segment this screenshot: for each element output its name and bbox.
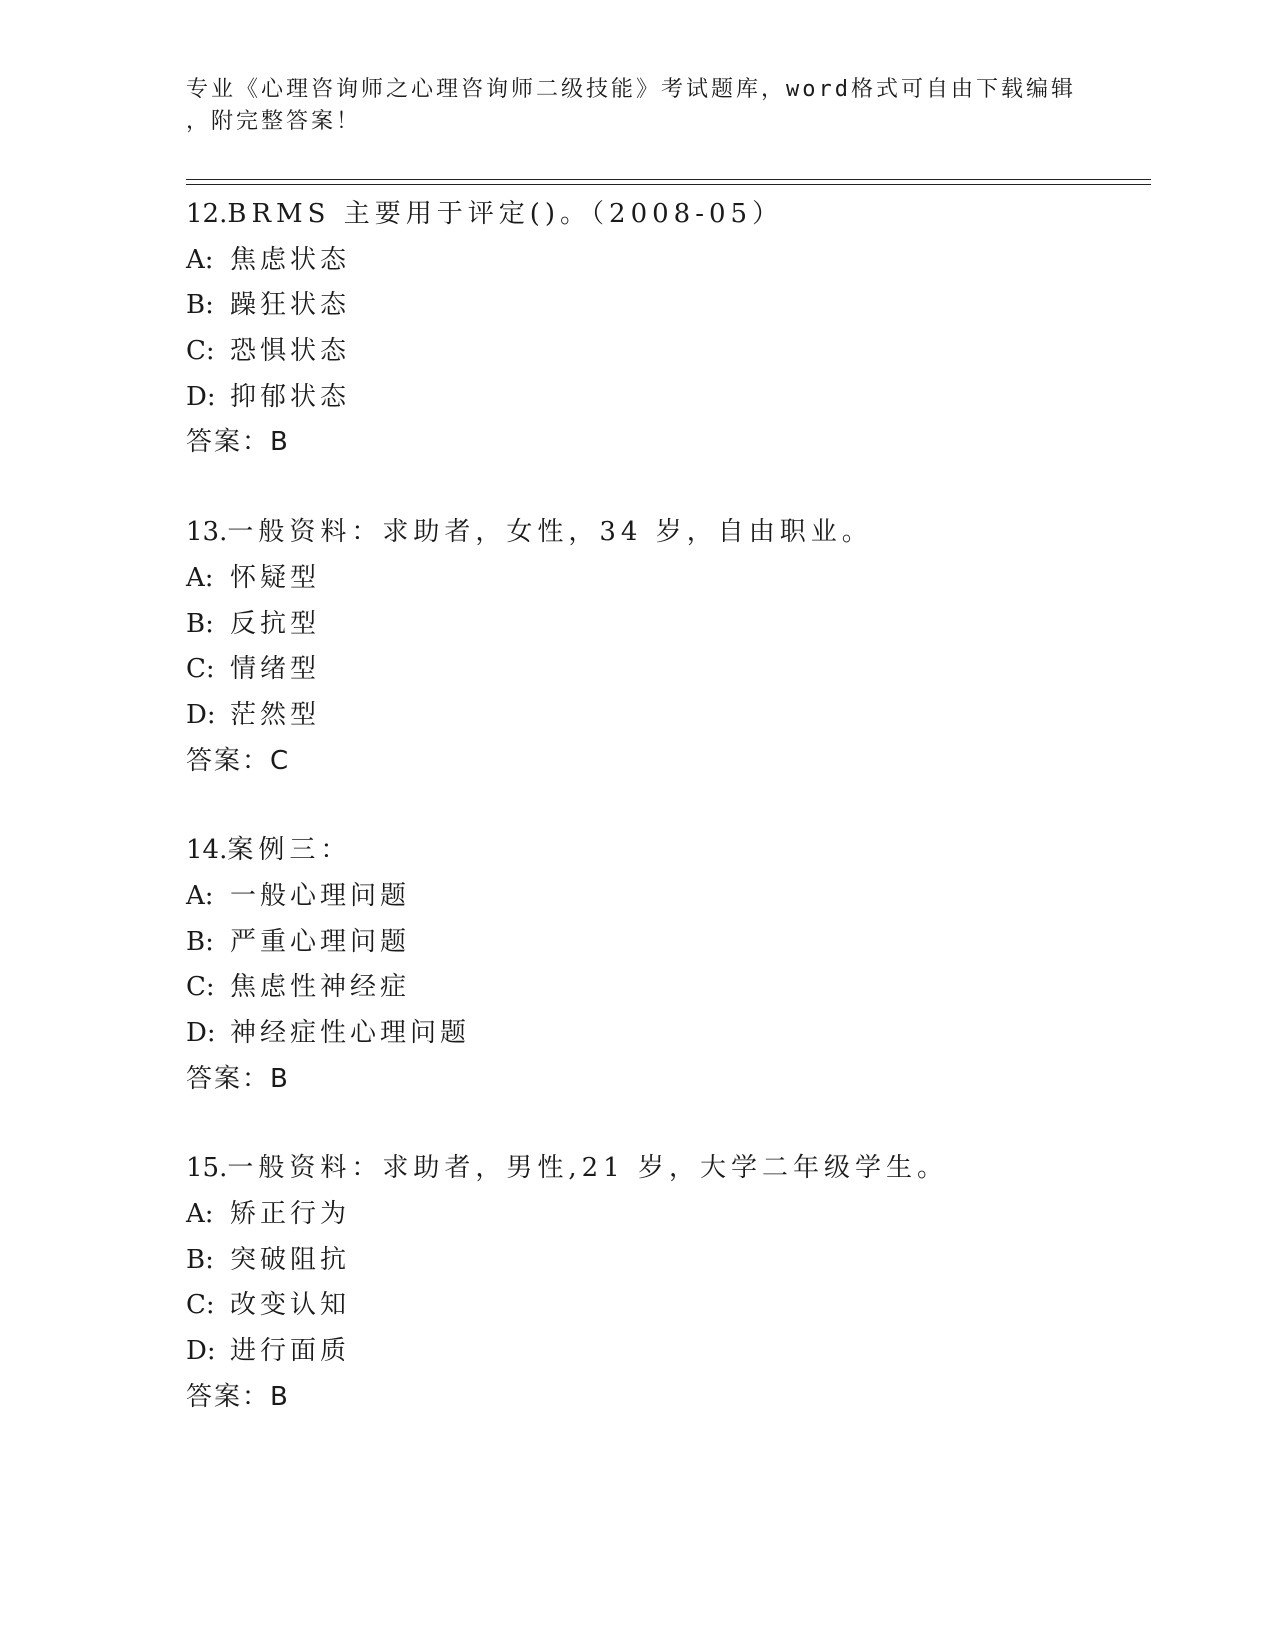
question-stem: [186, 192, 1146, 238]
option-text: 焦虑性神经症: [230, 972, 411, 1003]
document-header: [186, 74, 1086, 138]
header-line-2: ，附完整答案！: [186, 109, 362, 134]
question-stem: [186, 828, 1146, 874]
question-number: 12.: [186, 199, 228, 229]
option-text: 躁狂状态: [230, 290, 351, 321]
option-letter: A:: [186, 880, 214, 911]
option-text: 严重心理问题: [230, 926, 411, 957]
option-c: [186, 1283, 1146, 1329]
question-text: 一般资料：求助者，男性,21 岁，大学二年级学生。: [227, 1153, 948, 1184]
option-letter: A:: [186, 562, 214, 593]
option-a: [186, 874, 1146, 920]
option-letter: A:: [186, 1199, 214, 1230]
option-letter: D:: [186, 1336, 216, 1367]
question-text: BRMS 主要用于评定()。（2008-05）: [227, 199, 784, 229]
option-text: 突破阻抗: [230, 1244, 351, 1275]
option-text: 神经症性心理问题: [230, 1018, 471, 1048]
option-b: [186, 602, 1146, 648]
option-d: [186, 693, 1146, 739]
option-text: 情绪型: [230, 654, 321, 685]
option-text: 一般心理问题: [230, 880, 411, 911]
question-list: [186, 192, 1146, 1465]
option-letter: B:: [186, 290, 214, 321]
answer-line: 答案：B: [186, 1063, 290, 1094]
option-c: [186, 965, 1146, 1011]
question-15: [186, 1146, 1146, 1420]
option-letter: B:: [186, 926, 214, 957]
question-number: 13.: [186, 517, 228, 548]
question-text: 一般资料：求助者，女性，34 岁，自由职业。: [227, 517, 873, 548]
option-letter: C:: [186, 654, 215, 685]
header-divider-top: [186, 179, 1151, 180]
answer-line: 答案：B: [186, 1381, 290, 1412]
option-text: 改变认知: [230, 1290, 351, 1321]
option-letter: C:: [186, 1290, 215, 1321]
question-number: 14.: [186, 835, 228, 866]
option-text: 怀疑型: [230, 562, 321, 593]
option-letter: B:: [186, 608, 214, 639]
question-14: [186, 828, 1146, 1102]
option-d: [186, 1011, 1146, 1057]
question-stem: [186, 510, 1146, 556]
option-d: [186, 375, 1146, 421]
option-text: 反抗型: [230, 608, 321, 639]
header-line-1: 专业《心理咨询师之心理咨询师二级技能》考试题库，word格式可自由下载编辑: [186, 77, 1076, 102]
option-text: 恐惧状态: [230, 336, 351, 367]
option-a: [186, 556, 1146, 602]
option-d: [186, 1329, 1146, 1375]
option-letter: C:: [186, 972, 215, 1003]
answer-line: 答案：C: [186, 745, 291, 776]
option-letter: C:: [186, 336, 215, 367]
option-letter: D:: [186, 381, 216, 412]
option-letter: A:: [186, 244, 214, 275]
option-c: [186, 329, 1146, 375]
option-letter: D:: [186, 699, 216, 730]
question-number: 15.: [186, 1153, 228, 1184]
option-text: 茫然型: [230, 699, 321, 730]
option-b: [186, 1238, 1146, 1284]
option-text: 焦虑状态: [230, 244, 351, 275]
header-divider-bottom: [186, 184, 1151, 185]
answer-line: 答案：B: [186, 427, 290, 458]
option-text: 矫正行为: [230, 1199, 351, 1230]
question-12: [186, 192, 1146, 466]
option-c: [186, 647, 1146, 693]
question-13: [186, 510, 1146, 784]
option-letter: D:: [186, 1018, 216, 1048]
option-text: 抑郁状态: [230, 381, 351, 412]
option-a: [186, 238, 1146, 284]
option-text: 进行面质: [230, 1336, 351, 1367]
option-a: [186, 1192, 1146, 1238]
option-letter: B:: [186, 1244, 214, 1275]
option-b: [186, 920, 1146, 966]
question-stem: [186, 1146, 1146, 1192]
question-text: 案例三：: [227, 835, 352, 866]
option-b: [186, 283, 1146, 329]
